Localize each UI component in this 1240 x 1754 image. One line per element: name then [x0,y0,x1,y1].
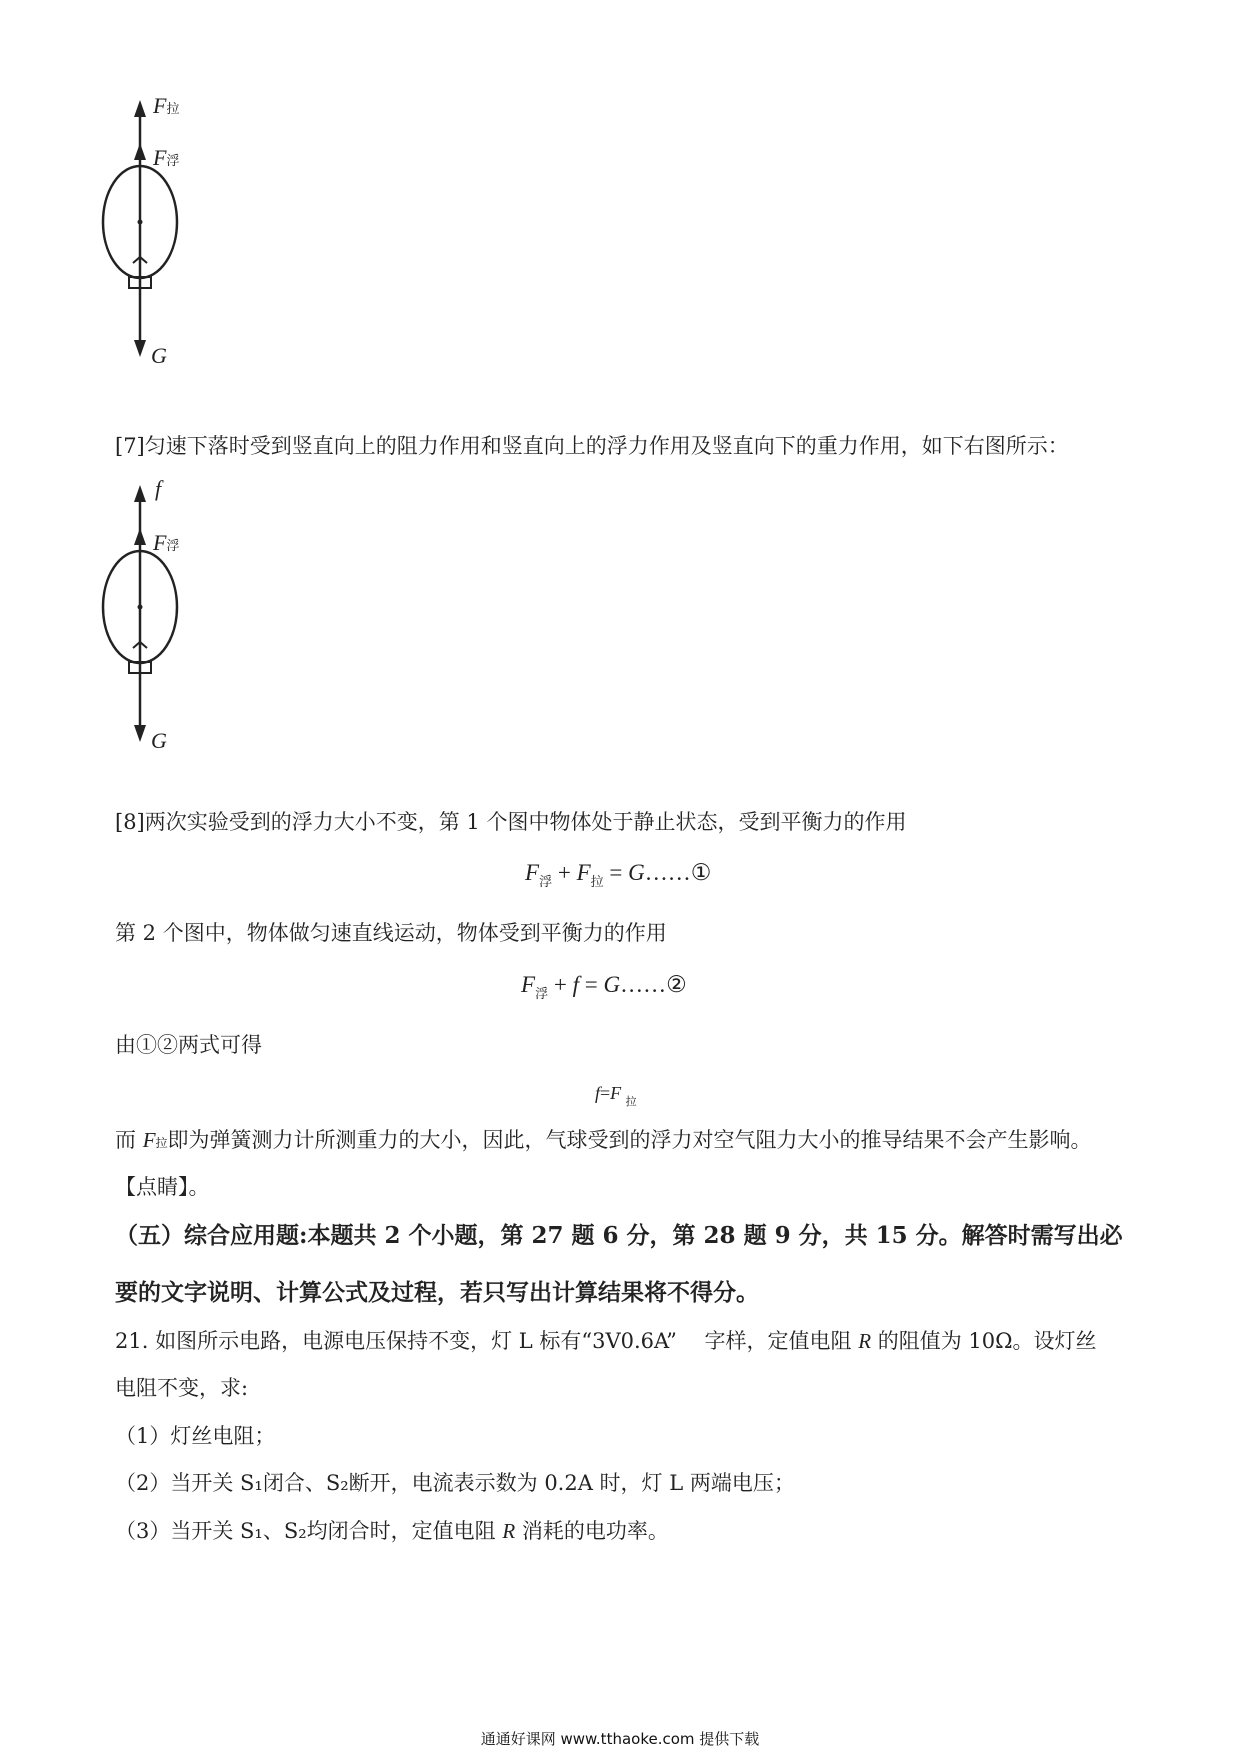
paragraph-8: [8]两次实验受到的浮力大小不变，第 1 个图中物体处于静止状态，受到平衡力的作用 [115,810,907,834]
balloon-force-diagram-1 [95,95,235,370]
paragraph-10: 由①②两式可得 [115,1033,262,1057]
force-label-gravity: G [151,343,167,368]
force-label-friction: f [155,476,162,501]
question-21-part-3: （3）当开关 S₁、S₂均闭合时，定值电阻 R 消耗的电功率。 [115,1519,669,1543]
balloon-force-diagram-2 [95,480,235,755]
section-heading-line-2: 要的文字说明、计算公式及过程，若只写出计算结果将不得分。 [115,1279,759,1306]
force-diagram-2 [95,476,235,759]
paragraph-7: [7]匀速下落时受到竖直向上的阻力作用和竖直向上的浮力作用及竖直向下的重力作用，如下右图所示： [115,434,1069,458]
dianjing-label: 【点睛】。 [115,1175,210,1199]
footer-watermark: 通通好课网 www.tthaoke.com 提供下载 [480,1730,760,1748]
equation-3: f=F $_拉$ [595,1083,637,1108]
question-21-line-2: 电阻不变，求: [115,1376,249,1400]
force-label-buoyancy: F浮 [153,145,180,170]
force-diagram-1 [95,95,235,374]
force-label-pull: F拉 [153,93,180,118]
equation-1: $F_浮 + F_拉$ = G……① [525,860,712,889]
question-21-part-2: （2）当开关 S₁闭合、S₂断开，电流表示数为 0.2A 时，灯 L 两端电压； [115,1471,795,1495]
paragraph-9: 第 2 个图中，物体做匀速直线运动，物体受到平衡力的作用 [115,921,667,945]
question-21-part-1: （1）灯丝电阻； [115,1424,276,1448]
section-heading-line-1: （五）综合应用题:本题共 2 个小题，第 27 题 6 分，第 28 题 9 分，共 15 分。解答时需写出必 [115,1222,1123,1249]
force-label-gravity: G [151,728,167,753]
question-21-line-1: 21. 如图所示电路，电源电压保持不变，灯 L 标有“3V0.6A” 字样，定值电阻 R 的阻值为 10Ω。设灯丝 [115,1329,1097,1353]
paragraph-11: 而 F拉即为弹簧测力计所测重力的大小，因此，气球受到的浮力对空气阻力大小的推导结果不会产生影响。 [115,1128,1092,1152]
equation-2: $F_浮 + f$ = G……② [521,972,687,1001]
force-label-buoyancy: F浮 [153,530,180,555]
